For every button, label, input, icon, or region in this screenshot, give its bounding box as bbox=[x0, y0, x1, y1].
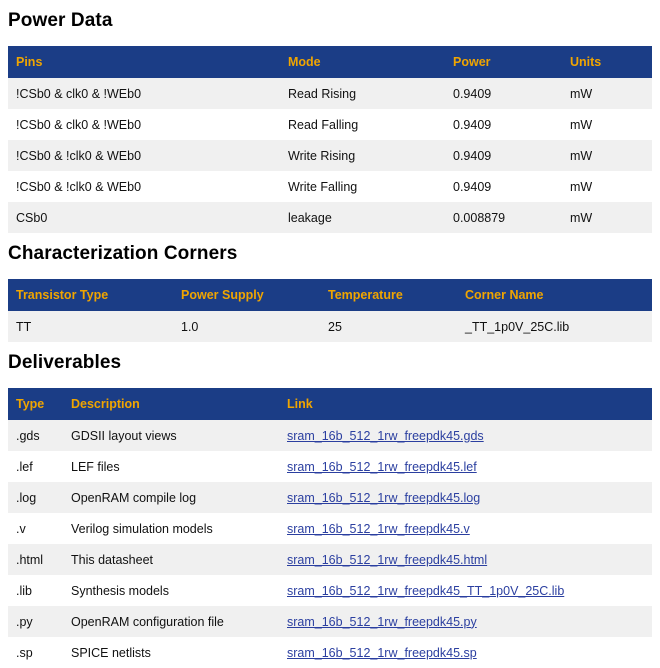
table-row bbox=[8, 451, 652, 482]
cell-description: OpenRAM configuration file bbox=[63, 606, 279, 637]
table-row bbox=[8, 171, 652, 202]
cell-description: GDSII layout views bbox=[63, 420, 279, 451]
column-header-link: Link bbox=[279, 388, 652, 420]
cell-transistor-type: TT bbox=[8, 311, 173, 342]
cell-type: .sp bbox=[8, 637, 63, 668]
column-header-pins: Pins bbox=[8, 46, 280, 78]
column-header-corner-name: Corner Name bbox=[457, 279, 652, 311]
column-header-mode: Mode bbox=[280, 46, 445, 78]
cell-link bbox=[279, 420, 652, 451]
cell-description: LEF files bbox=[63, 451, 279, 482]
column-header-description: Description bbox=[63, 388, 279, 420]
cell-type: .v bbox=[8, 513, 63, 544]
column-header-power-supply: Power Supply bbox=[173, 279, 320, 311]
deliverable-link[interactable]: sram_16b_512_1rw_freepdk45.html bbox=[287, 552, 488, 567]
table-row bbox=[8, 513, 652, 544]
column-header-units: Units bbox=[562, 46, 652, 78]
cell-pins: !CSb0 & clk0 & !WEb0 bbox=[8, 78, 280, 109]
cell-description: Synthesis models bbox=[63, 575, 279, 606]
table-row bbox=[8, 420, 652, 451]
table-row bbox=[8, 637, 652, 668]
power-data-heading: Power Data bbox=[8, 10, 113, 31]
characterization-corners-heading: Characterization Corners bbox=[8, 243, 238, 264]
cell-units: mW bbox=[562, 78, 652, 109]
cell-description: Verilog simulation models bbox=[63, 513, 279, 544]
power-data-table bbox=[8, 46, 652, 233]
table-row bbox=[8, 78, 652, 109]
cell-link bbox=[279, 606, 652, 637]
column-header-temperature: Temperature bbox=[320, 279, 457, 311]
datasheet-page bbox=[0, 10, 660, 668]
deliverable-link[interactable]: sram_16b_512_1rw_freepdk45_TT_1p0V_25C.lib bbox=[287, 583, 565, 598]
cell-units: mW bbox=[562, 171, 652, 202]
deliverable-link[interactable]: sram_16b_512_1rw_freepdk45.sp bbox=[287, 645, 477, 660]
cell-corner-name: _TT_1p0V_25C.lib bbox=[457, 311, 652, 342]
cell-pins: !CSb0 & !clk0 & WEb0 bbox=[8, 171, 280, 202]
cell-type: .html bbox=[8, 544, 63, 575]
cell-temperature: 25 bbox=[320, 311, 457, 342]
table-row bbox=[8, 482, 652, 513]
deliverable-link[interactable]: sram_16b_512_1rw_freepdk45.log bbox=[287, 490, 481, 505]
cell-description: This datasheet bbox=[63, 544, 279, 575]
deliverable-link[interactable]: sram_16b_512_1rw_freepdk45.lef bbox=[287, 459, 477, 474]
cell-units: mW bbox=[562, 140, 652, 171]
cell-mode: Write Rising bbox=[280, 140, 445, 171]
cell-mode: Write Falling bbox=[280, 171, 445, 202]
cell-link bbox=[279, 451, 652, 482]
cell-type: .gds bbox=[8, 420, 63, 451]
deliverables-heading: Deliverables bbox=[8, 352, 122, 373]
table-row bbox=[8, 109, 652, 140]
table-row bbox=[8, 575, 652, 606]
table-row bbox=[8, 606, 652, 637]
cell-power: 0.9409 bbox=[445, 140, 562, 171]
cell-power: 0.9409 bbox=[445, 109, 562, 140]
table-header-row bbox=[8, 46, 652, 78]
cell-type: .py bbox=[8, 606, 63, 637]
characterization-corners-table bbox=[8, 279, 652, 342]
table-header-row bbox=[8, 388, 652, 420]
cell-pins: !CSb0 & !clk0 & WEb0 bbox=[8, 140, 280, 171]
table-row bbox=[8, 544, 652, 575]
cell-link bbox=[279, 482, 652, 513]
cell-link bbox=[279, 544, 652, 575]
cell-units: mW bbox=[562, 202, 652, 233]
table-row bbox=[8, 202, 652, 233]
table-row bbox=[8, 311, 652, 342]
column-header-power: Power bbox=[445, 46, 562, 78]
deliverable-link[interactable]: sram_16b_512_1rw_freepdk45.gds bbox=[287, 428, 484, 443]
cell-power-supply: 1.0 bbox=[173, 311, 320, 342]
cell-power: 0.9409 bbox=[445, 78, 562, 109]
cell-power: 0.008879 bbox=[445, 202, 562, 233]
cell-mode: Read Falling bbox=[280, 109, 445, 140]
column-header-type: Type bbox=[8, 388, 63, 420]
cell-link bbox=[279, 513, 652, 544]
cell-mode: Read Rising bbox=[280, 78, 445, 109]
deliverable-link[interactable]: sram_16b_512_1rw_freepdk45.py bbox=[287, 614, 477, 629]
cell-type: .log bbox=[8, 482, 63, 513]
cell-description: SPICE netlists bbox=[63, 637, 279, 668]
cell-power: 0.9409 bbox=[445, 171, 562, 202]
cell-type: .lef bbox=[8, 451, 63, 482]
cell-link bbox=[279, 575, 652, 606]
cell-units: mW bbox=[562, 109, 652, 140]
deliverable-link[interactable]: sram_16b_512_1rw_freepdk45.v bbox=[287, 521, 470, 536]
column-header-transistor-type: Transistor Type bbox=[8, 279, 173, 311]
table-row bbox=[8, 140, 652, 171]
cell-description: OpenRAM compile log bbox=[63, 482, 279, 513]
deliverables-table bbox=[8, 388, 652, 668]
cell-type: .lib bbox=[8, 575, 63, 606]
cell-pins: CSb0 bbox=[8, 202, 280, 233]
cell-link bbox=[279, 637, 652, 668]
table-header-row bbox=[8, 279, 652, 311]
cell-mode: leakage bbox=[280, 202, 445, 233]
cell-pins: !CSb0 & clk0 & !WEb0 bbox=[8, 109, 280, 140]
